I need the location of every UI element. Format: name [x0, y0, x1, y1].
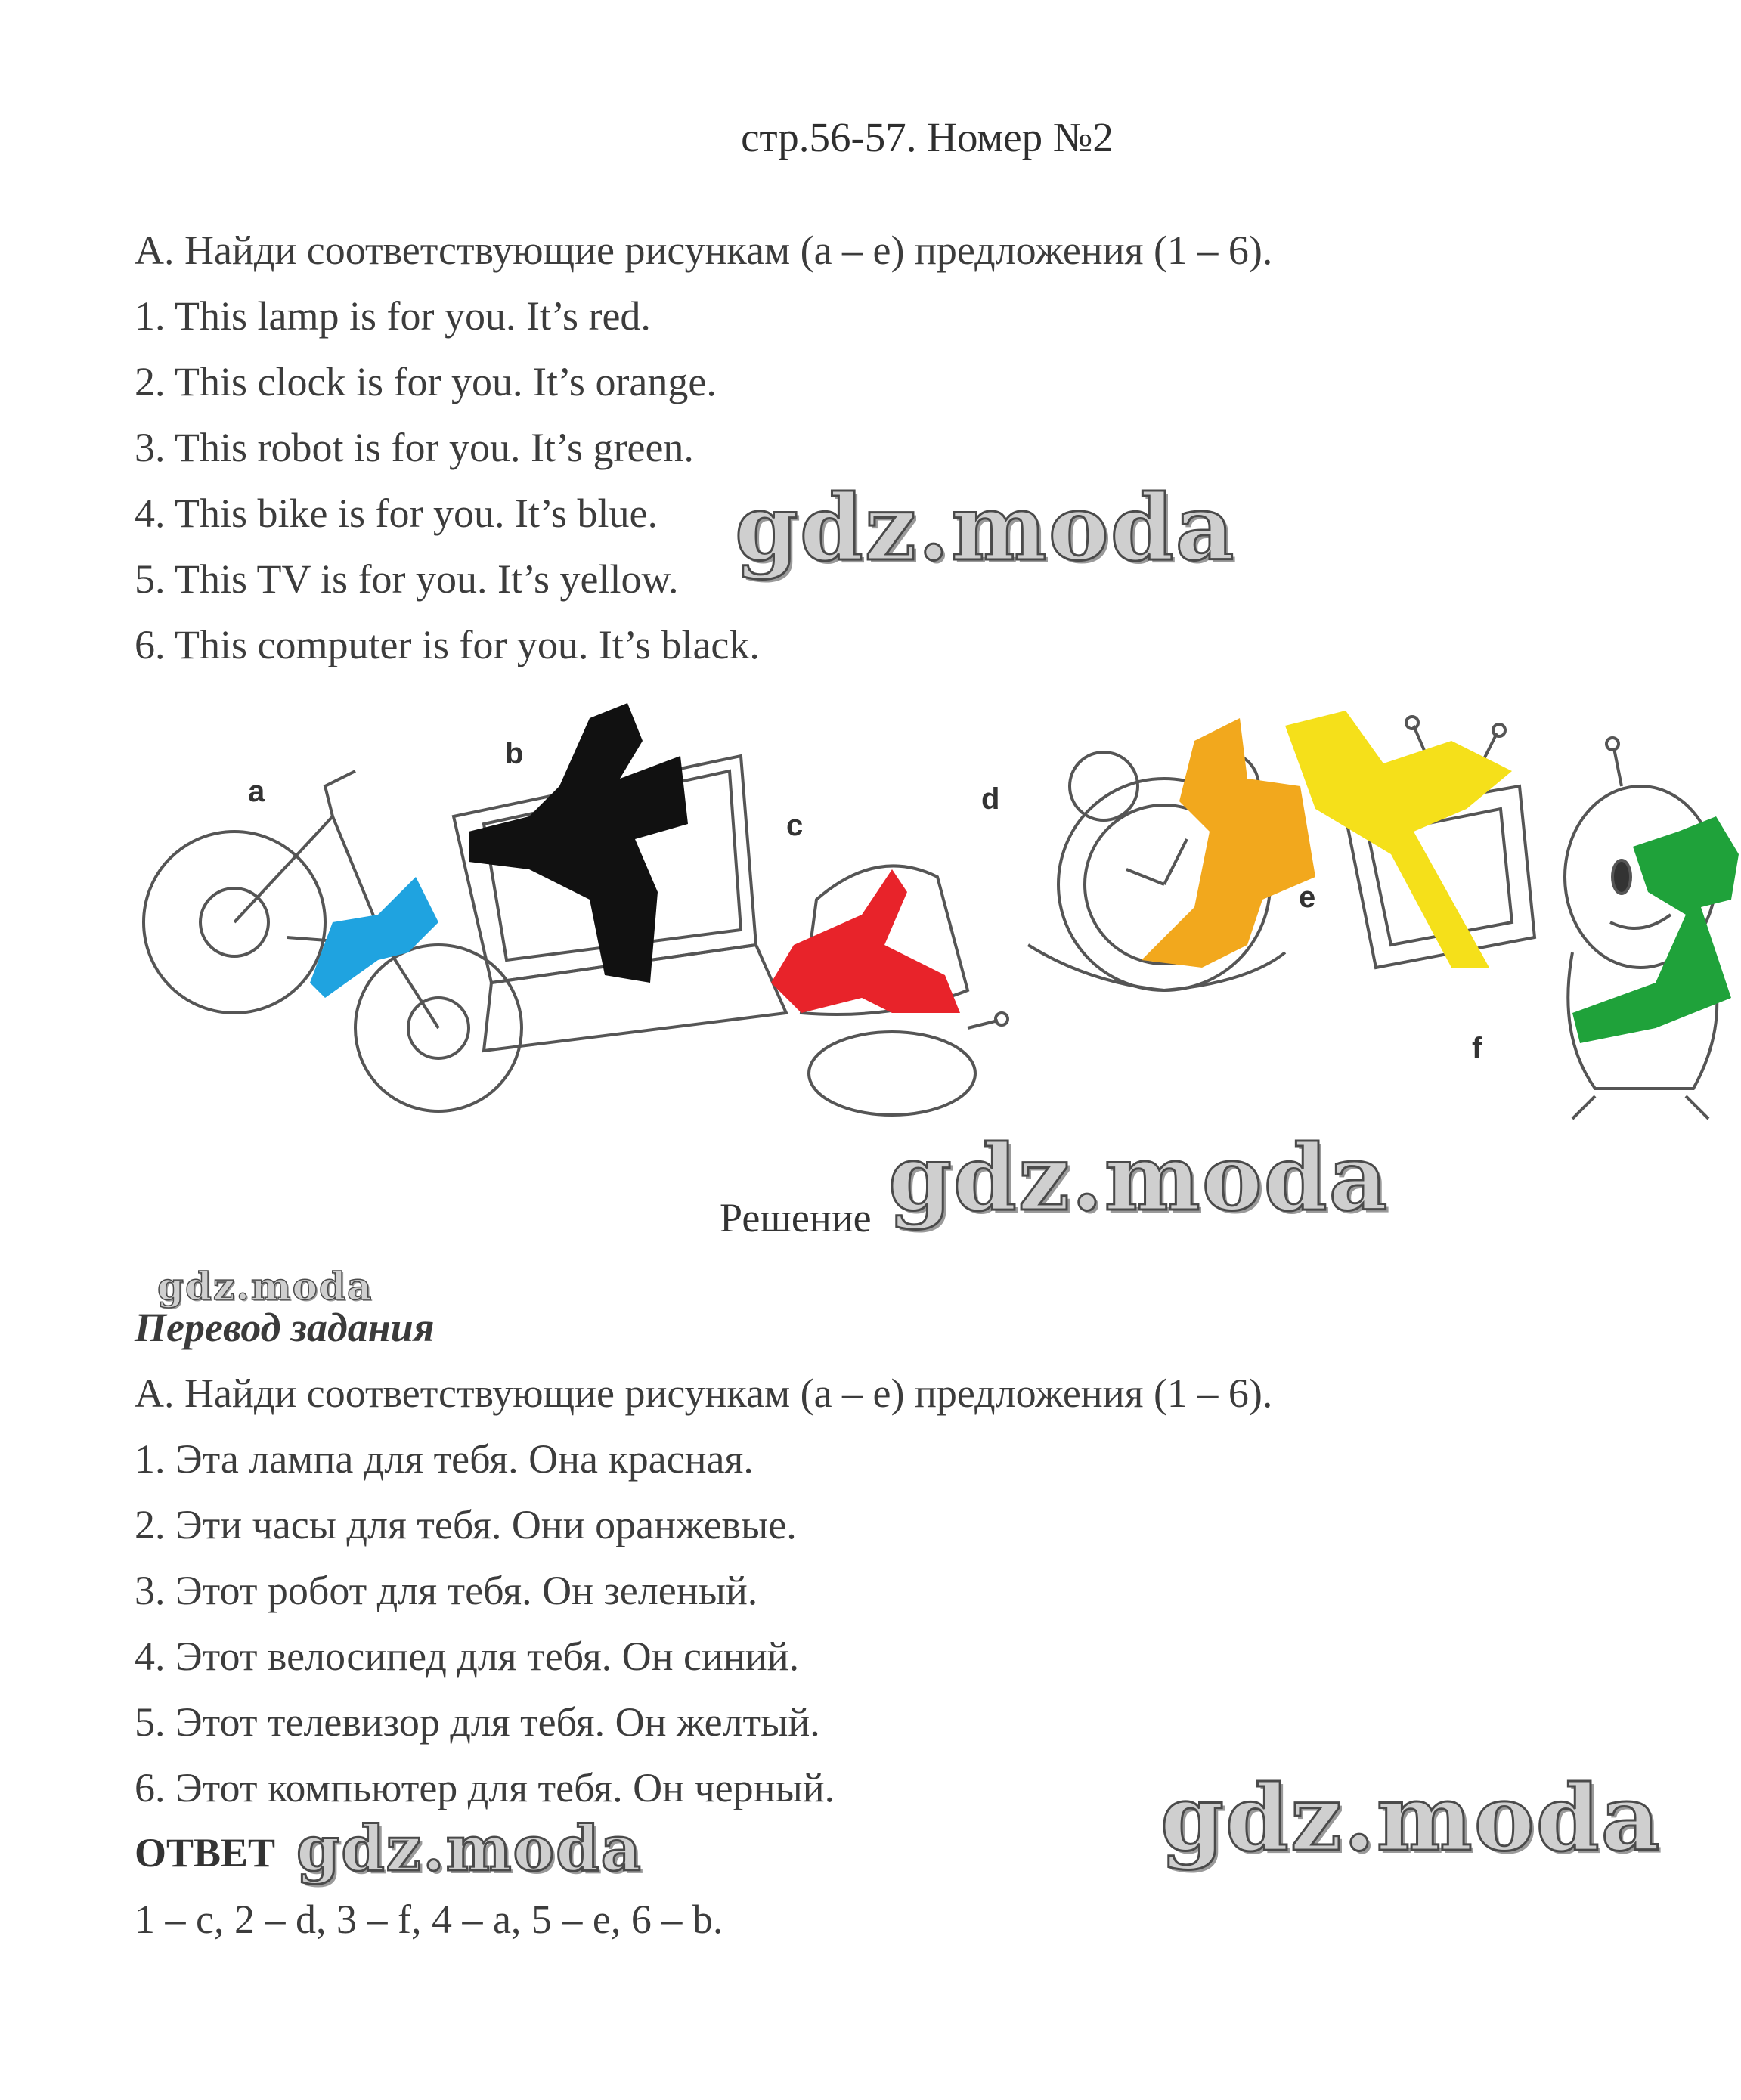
watermark: gdz.moda	[735, 475, 1236, 581]
bike-bow	[310, 877, 438, 998]
answer-label: ОТВЕТ	[135, 1830, 276, 1875]
picture-label-e: e	[1299, 881, 1316, 914]
sentence-1: 1. This lamp is for you. It’s red.	[135, 293, 651, 339]
lamp-bow	[771, 869, 960, 1013]
translation-sentence-4: 4. Этот велосипед для тебя. Он синий.	[135, 1634, 800, 1679]
solution-label: Решение	[720, 1195, 872, 1240]
page-header: стр.56-57. Номер №2	[741, 114, 1114, 160]
picture-label-c: c	[786, 809, 804, 842]
picture-label-d: d	[981, 782, 1000, 816]
robot-bow	[1572, 816, 1739, 1043]
picture-label-b: b	[505, 737, 524, 770]
picture-label-a: a	[248, 775, 265, 808]
watermark: gdz.moda	[296, 1813, 643, 1885]
translation-heading: Перевод задания	[135, 1305, 435, 1350]
clock-bow	[1142, 718, 1315, 968]
sentence-3: 3. This robot is for you. It’s green.	[135, 425, 694, 470]
sentence-2: 2. This clock is for you. It’s orange.	[135, 359, 717, 404]
picture-label-f: f	[1472, 1032, 1482, 1065]
gift-illustration	[136, 695, 1741, 1134]
watermark: gdz.moda	[888, 1125, 1389, 1231]
translation-sentence-2: 2. Эти часы для тебя. Они оранжевые.	[135, 1502, 797, 1547]
watermark: gdz.moda	[157, 1264, 373, 1309]
translation-sentence-1: 1. Эта лампа для тебя. Она красная.	[135, 1436, 754, 1482]
translation-sentence-3: 3. Этот робот для тебя. Он зеленый.	[135, 1568, 758, 1613]
answer-text: 1 – c, 2 – d, 3 – f, 4 – a, 5 – e, 6 – b.	[135, 1897, 723, 1942]
sentence-6: 6. This computer is for you. It’s black.	[135, 622, 760, 667]
translation-instruction: А. Найди соответствующие рисункам (a – e) предложения (1 – 6).	[135, 1371, 1273, 1416]
watermark: gdz.moda	[1160, 1765, 1662, 1872]
translation-sentence-5: 5. Этот телевизор для тебя. Он желтый.	[135, 1699, 820, 1745]
task-instruction: А. Найди соответствующие рисункам (a – e) предложения (1 – 6).	[135, 228, 1273, 273]
sentence-5: 5. This TV is for you. It’s yellow.	[135, 556, 679, 602]
translation-sentence-6: 6. Этот компьютер для тебя. Он черный.	[135, 1765, 835, 1810]
sentence-4: 4. This bike is for you. It’s blue.	[135, 491, 658, 536]
